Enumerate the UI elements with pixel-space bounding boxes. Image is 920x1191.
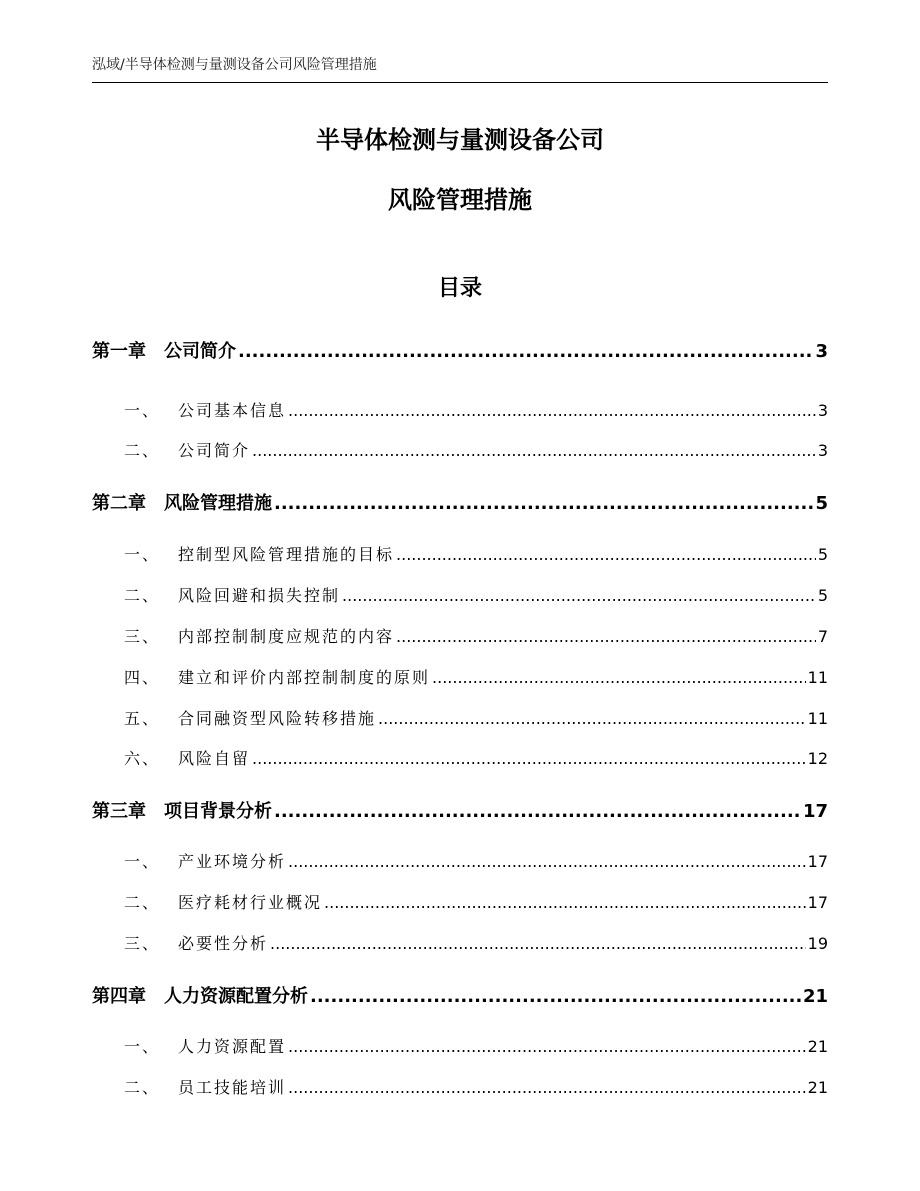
toc-entry-chapter[interactable] xyxy=(92,982,828,1008)
toc-leader-dots xyxy=(432,668,806,687)
toc-entry-chapter[interactable] xyxy=(92,337,828,363)
toc-entry-section[interactable] xyxy=(92,1075,828,1098)
toc-leader-dots xyxy=(288,1078,806,1097)
toc-entry-section[interactable] xyxy=(92,542,828,565)
toc-leader-dots xyxy=(324,893,806,912)
toc-entry-section[interactable] xyxy=(92,624,828,647)
toc-entry-number: 六、 xyxy=(124,749,161,768)
toc-entry-number: 一、 xyxy=(124,545,161,564)
toc-entry-title: 人力资源配置分析 xyxy=(164,986,308,1007)
toc-entry-section[interactable] xyxy=(92,890,828,913)
toc-entry-page: 21 xyxy=(807,1078,828,1097)
toc-entry-title: 内部控制制度应规范的内容 xyxy=(178,627,395,646)
toc-entry-number: 一、 xyxy=(124,401,161,420)
toc-entry-page: 17 xyxy=(807,893,828,912)
toc-entry-number: 五、 xyxy=(124,709,161,728)
toc-leader-dots xyxy=(310,986,801,1007)
toc-entry-number: 一、 xyxy=(124,852,161,871)
toc-entry-page: 5 xyxy=(815,493,828,514)
toc-entry-title: 建立和评价内部控制制度的原则 xyxy=(178,668,431,687)
toc-entry-page: 3 xyxy=(817,401,828,420)
toc-entry-section[interactable] xyxy=(92,583,828,606)
toc-entry-number: 第三章 xyxy=(92,801,146,822)
toc-entry-number: 四、 xyxy=(124,668,161,687)
toc-entry-number: 三、 xyxy=(124,934,161,953)
toc-entry-title: 必要性分析 xyxy=(178,934,269,953)
toc-entry-title: 控制型风险管理措施的目标 xyxy=(178,545,395,564)
toc-entry-title: 员工技能培训 xyxy=(178,1078,287,1097)
toc-entry-number: 一、 xyxy=(124,1037,161,1056)
toc-leader-dots xyxy=(274,493,813,514)
toc-entry-section[interactable] xyxy=(92,931,828,954)
toc-leader-dots xyxy=(252,749,806,768)
toc-entry-number: 三、 xyxy=(124,627,161,646)
toc-entry-section[interactable] xyxy=(92,665,828,688)
toc-leader-dots xyxy=(270,934,806,953)
toc-entry-page: 17 xyxy=(802,801,828,822)
toc-entry-title: 产业环境分析 xyxy=(178,852,287,871)
toc-entry-title: 风险回避和损失控制 xyxy=(178,586,341,605)
document-title-line1: 半导体检测与量测设备公司 xyxy=(316,126,604,154)
toc-leader-dots xyxy=(288,401,816,420)
toc-entry-page: 5 xyxy=(817,586,828,605)
toc-entry-title: 项目背景分析 xyxy=(164,801,272,822)
toc-entry-number: 二、 xyxy=(124,586,161,605)
toc-entry-section[interactable] xyxy=(92,438,828,461)
toc-leader-dots xyxy=(342,586,816,605)
toc-entry-page: 11 xyxy=(807,709,828,728)
toc-leader-dots xyxy=(378,709,806,728)
toc-leader-dots xyxy=(288,852,806,871)
toc-leader-dots xyxy=(252,441,816,460)
toc-leader-dots xyxy=(396,627,816,646)
toc-entry-page: 21 xyxy=(807,1037,828,1056)
toc-entry-page: 19 xyxy=(807,934,828,953)
toc-entry-title: 公司简介 xyxy=(164,341,236,362)
running-header: 泓域/半导体检测与量测设备公司风险管理措施 xyxy=(92,54,828,83)
toc-entry-page: 17 xyxy=(807,852,828,871)
toc-leader-dots xyxy=(288,1037,806,1056)
toc-entry-title: 风险管理措施 xyxy=(164,493,272,514)
toc-entry-section[interactable] xyxy=(92,1034,828,1057)
toc-entry-page: 21 xyxy=(802,986,828,1007)
toc-entry-page: 11 xyxy=(807,668,828,687)
toc-entry-number: 第一章 xyxy=(92,341,146,362)
toc-entry-page: 3 xyxy=(815,341,828,362)
toc-entry-section[interactable] xyxy=(92,746,828,769)
toc-entry-number: 第二章 xyxy=(92,493,146,514)
toc-leader-dots xyxy=(238,341,813,362)
toc-entry-page: 3 xyxy=(817,441,828,460)
toc-heading: 目录 xyxy=(437,276,482,301)
toc-entry-title: 人力资源配置 xyxy=(178,1037,287,1056)
toc-entry-page: 5 xyxy=(817,545,828,564)
toc-entry-section[interactable] xyxy=(92,398,828,421)
toc-entry-number: 第四章 xyxy=(92,986,146,1007)
toc-entry-title: 风险自留 xyxy=(178,749,251,768)
toc-entry-title: 公司简介 xyxy=(178,441,251,460)
toc-entry-number: 二、 xyxy=(124,441,161,460)
toc-leader-dots xyxy=(396,545,816,564)
toc-entry-title: 公司基本信息 xyxy=(178,401,287,420)
toc-entry-chapter[interactable] xyxy=(92,489,828,515)
toc-entry-number: 二、 xyxy=(124,893,161,912)
toc-entry-page: 12 xyxy=(807,749,828,768)
document-title-line2: 风险管理措施 xyxy=(388,186,532,214)
toc-entry-chapter[interactable] xyxy=(92,797,828,823)
toc-entry-section[interactable] xyxy=(92,706,828,729)
toc-entry-section[interactable] xyxy=(92,849,828,872)
toc-entry-title: 医疗耗材行业概况 xyxy=(178,893,323,912)
toc-entry-number: 二、 xyxy=(124,1078,161,1097)
toc-leader-dots xyxy=(274,801,801,822)
toc-entry-title: 合同融资型风险转移措施 xyxy=(178,709,377,728)
toc-entry-page: 7 xyxy=(817,627,828,646)
